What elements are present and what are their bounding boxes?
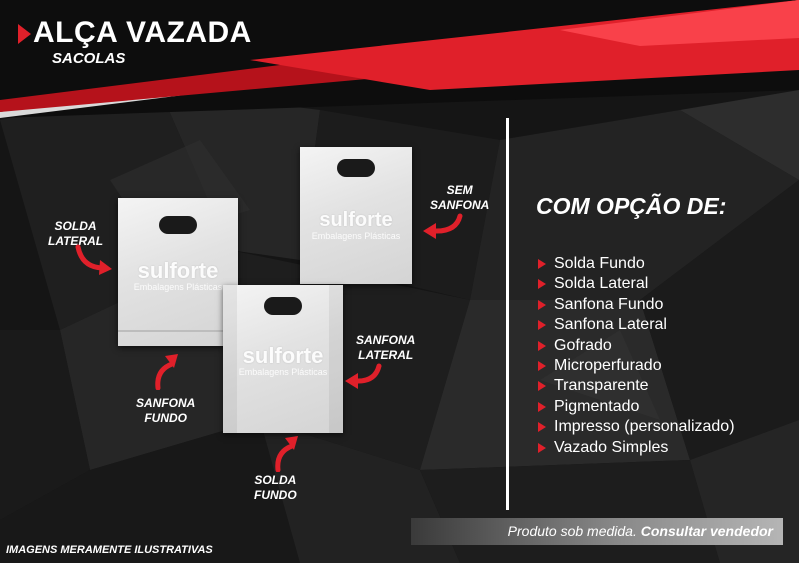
callout-sanfona-fundo: SANFONA FUNDO <box>136 396 196 425</box>
bag-brand: sulforte <box>319 209 393 231</box>
arrow-sanfona-lateral-icon <box>343 362 383 392</box>
list-item: Sanfona Lateral <box>538 315 735 335</box>
arrow-sem-sanfona-icon <box>420 212 464 242</box>
red-triangle-bullet-icon <box>538 279 546 289</box>
red-triangle-bullet-icon <box>538 259 546 269</box>
bag-tagline: Embalagens Plásticas <box>238 367 328 377</box>
red-triangle-bullet-icon <box>538 320 546 330</box>
list-item: Solda Fundo <box>538 254 735 274</box>
footer-note-regular: Produto sob medida. <box>507 523 637 539</box>
options-title: COM OPÇÃO DE: <box>536 193 727 219</box>
red-triangle-bullet-icon <box>538 422 546 432</box>
bag-bottom-seal <box>118 330 238 332</box>
list-item: Vazado Simples <box>538 438 735 458</box>
options-list <box>538 254 735 458</box>
arrow-solda-lateral-icon <box>74 243 114 277</box>
bag-handle-hole <box>264 297 302 315</box>
footer-note-bold: Consultar vendedor <box>640 523 773 539</box>
red-triangle-bullet-icon <box>538 443 546 453</box>
bag-brand: sulforte <box>242 343 324 368</box>
footer-note <box>508 523 773 539</box>
list-item: Impresso (personalizado) <box>538 417 735 437</box>
callout-solda-lateral: SOLDA LATERAL <box>48 219 104 248</box>
bag-handle-hole <box>337 159 375 177</box>
callout-solda-fundo: SOLDA FUNDO <box>254 473 297 502</box>
title-marker-icon <box>18 24 31 44</box>
list-item: Gofrado <box>538 336 735 356</box>
red-triangle-bullet-icon <box>538 341 546 351</box>
arrow-solda-fundo-icon <box>270 432 306 472</box>
disclaimer: IMAGENS MERAMENTE ILUSTRATIVAS <box>6 544 213 556</box>
bag-handle-hole <box>159 216 197 234</box>
list-item: Microperfurado <box>538 356 735 376</box>
callout-sem-sanfona: SEM SANFONA <box>430 183 490 212</box>
page-subtitle: SACOLAS <box>52 50 126 67</box>
vertical-divider <box>506 118 509 510</box>
red-triangle-bullet-icon <box>538 361 546 371</box>
bag-sem-sanfona <box>300 147 412 284</box>
bag-solda-lateral <box>118 198 238 346</box>
footer-note-bar <box>411 518 783 545</box>
bag-tagline: Embalagens Plásticas <box>133 282 223 292</box>
arrow-sanfona-fundo-icon <box>150 350 186 390</box>
list-item: Solda Lateral <box>538 274 735 294</box>
red-triangle-bullet-icon <box>538 300 546 310</box>
callout-sanfona-lateral: SANFONA LATERAL <box>356 333 416 362</box>
red-triangle-bullet-icon <box>538 402 546 412</box>
bag-sanfona-lateral <box>223 285 343 433</box>
red-triangle-bullet-icon <box>538 381 546 391</box>
list-item: Sanfona Fundo <box>538 295 735 315</box>
bag-brand: sulforte <box>137 258 219 283</box>
list-item: Pigmentado <box>538 397 735 417</box>
bag-tagline: Embalagens Plásticas <box>311 231 401 241</box>
list-item: Transparente <box>538 376 735 396</box>
page-title: ALÇA VAZADA <box>33 16 252 49</box>
